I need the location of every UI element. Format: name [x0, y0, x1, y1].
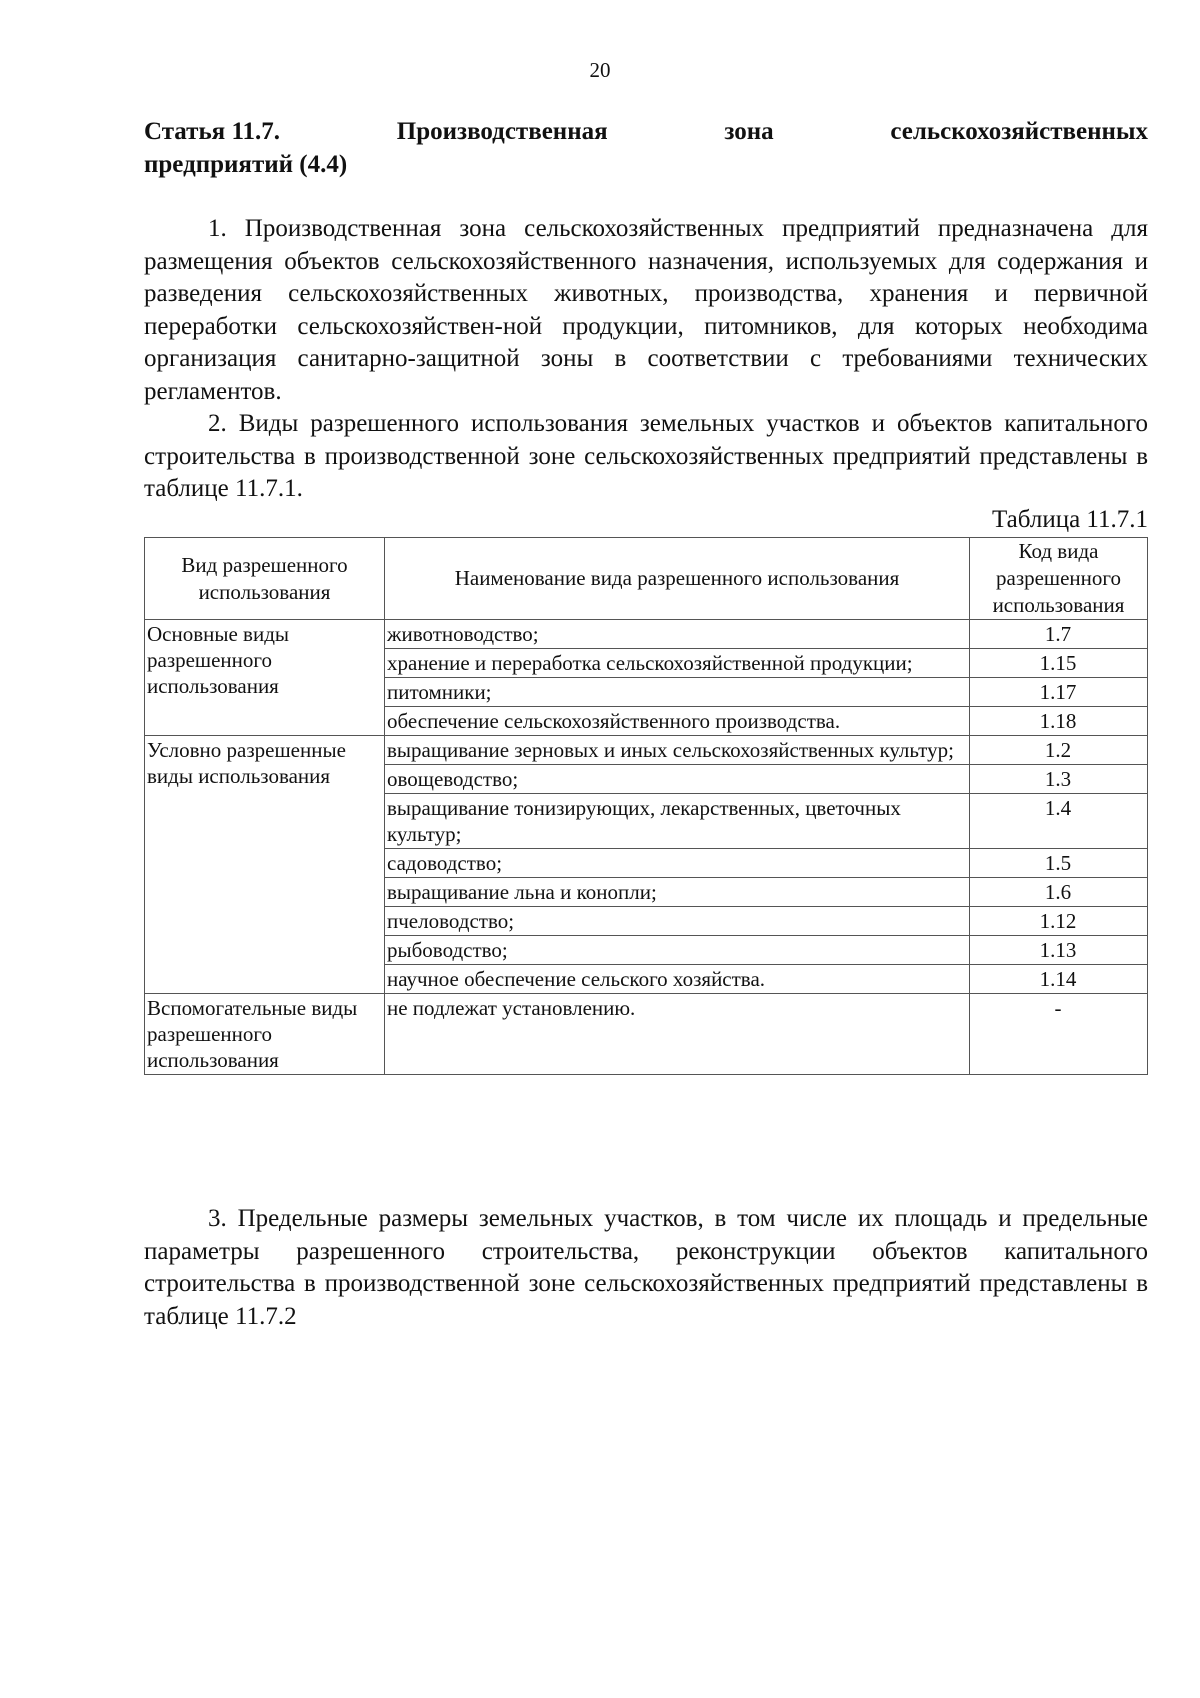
- table-body: [145, 620, 1148, 1075]
- group-label: Вспомогательные виды разрешенного использования: [145, 994, 385, 1075]
- use-code: 1.14: [970, 965, 1148, 994]
- article-title-word: сельскохозяйственных: [890, 118, 1148, 145]
- use-name: животноводство;: [385, 620, 970, 649]
- header-name: Наименование вида разрешенного использования: [385, 538, 970, 620]
- use-code: 1.4: [970, 794, 1148, 849]
- group-label: Условно разрешенные виды использования: [145, 736, 385, 994]
- use-name: хранение и переработка сельскохозяйственной продукции;: [385, 649, 970, 678]
- use-name: садоводство;: [385, 849, 970, 878]
- use-name: выращивание тонизирующих, лекарственных, цветочных культур;: [385, 794, 970, 849]
- use-code: 1.5: [970, 849, 1148, 878]
- use-name: пчеловодство;: [385, 907, 970, 936]
- use-code: 1.6: [970, 878, 1148, 907]
- use-code: 1.17: [970, 678, 1148, 707]
- table-caption: Таблица 11.7.1: [992, 506, 1148, 533]
- use-name: рыбоводство;: [385, 936, 970, 965]
- use-code: 1.3: [970, 765, 1148, 794]
- table-row: [145, 994, 1148, 1075]
- article-title-word: Статья 11.7.: [144, 118, 281, 145]
- paragraph-2: 2. Виды разрешенного использования земельных участков и объектов капитального строительства в производственной зоне сельскохозяйственных предприятий представлены в таблице 11.7.1.: [144, 410, 1148, 502]
- use-name: питомники;: [385, 678, 970, 707]
- use-code: 1.18: [970, 707, 1148, 736]
- use-name: научное обеспечение сельского хозяйства.: [385, 965, 970, 994]
- use-code: -: [970, 994, 1148, 1075]
- article-title-word: Производственная: [396, 118, 608, 145]
- permitted-use-table: [144, 537, 1148, 1075]
- article-title-word: зона: [724, 118, 774, 145]
- table-header-row: [145, 538, 1148, 620]
- use-name: овощеводство;: [385, 765, 970, 794]
- article-title-line2: предприятий (4.4): [144, 151, 348, 178]
- paragraph-3: 3. Предельные размеры земельных участков, в том числе их площадь и предельные параметры разрешенного строительства, реконструкции объектов капитального строительства в производственной зоне сельскохозяйственных предприятий представлены в таблице 11.7.2: [144, 1205, 1148, 1330]
- use-code: 1.13: [970, 936, 1148, 965]
- header-code: Код вида разрешенного использования: [970, 538, 1148, 620]
- use-code: 1.15: [970, 649, 1148, 678]
- use-code: 1.2: [970, 736, 1148, 765]
- group-label: Основные виды разрешенного использования: [145, 620, 385, 736]
- use-name: выращивание льна и конопли;: [385, 878, 970, 907]
- table-row: [145, 736, 1148, 765]
- use-name: не подлежат установлению.: [385, 994, 970, 1075]
- use-name: выращивание зерновых и иных сельскохозяйственных культур;: [385, 736, 970, 765]
- use-name: обеспечение сельскохозяйственного производства.: [385, 707, 970, 736]
- article-title: [144, 115, 1148, 181]
- use-code: 1.12: [970, 907, 1148, 936]
- use-code: 1.7: [970, 620, 1148, 649]
- paragraph-1: 1. Производственная зона сельскохозяйственных предприятий предназначена для размещения объектов сельскохозяйственного назначения, используемых для содержания и разведения сельскохозяйственных животных, производства, хранения и первичной переработки сельскохозяйствен-ной продукции, питомников, для которых необходима организация санитарно-защитной зоны в соответствии с требованиями технических регламентов.: [144, 215, 1148, 405]
- table-row: [145, 620, 1148, 649]
- header-kind: Вид разрешенного использования: [145, 538, 385, 620]
- page-number: 20: [589, 58, 611, 82]
